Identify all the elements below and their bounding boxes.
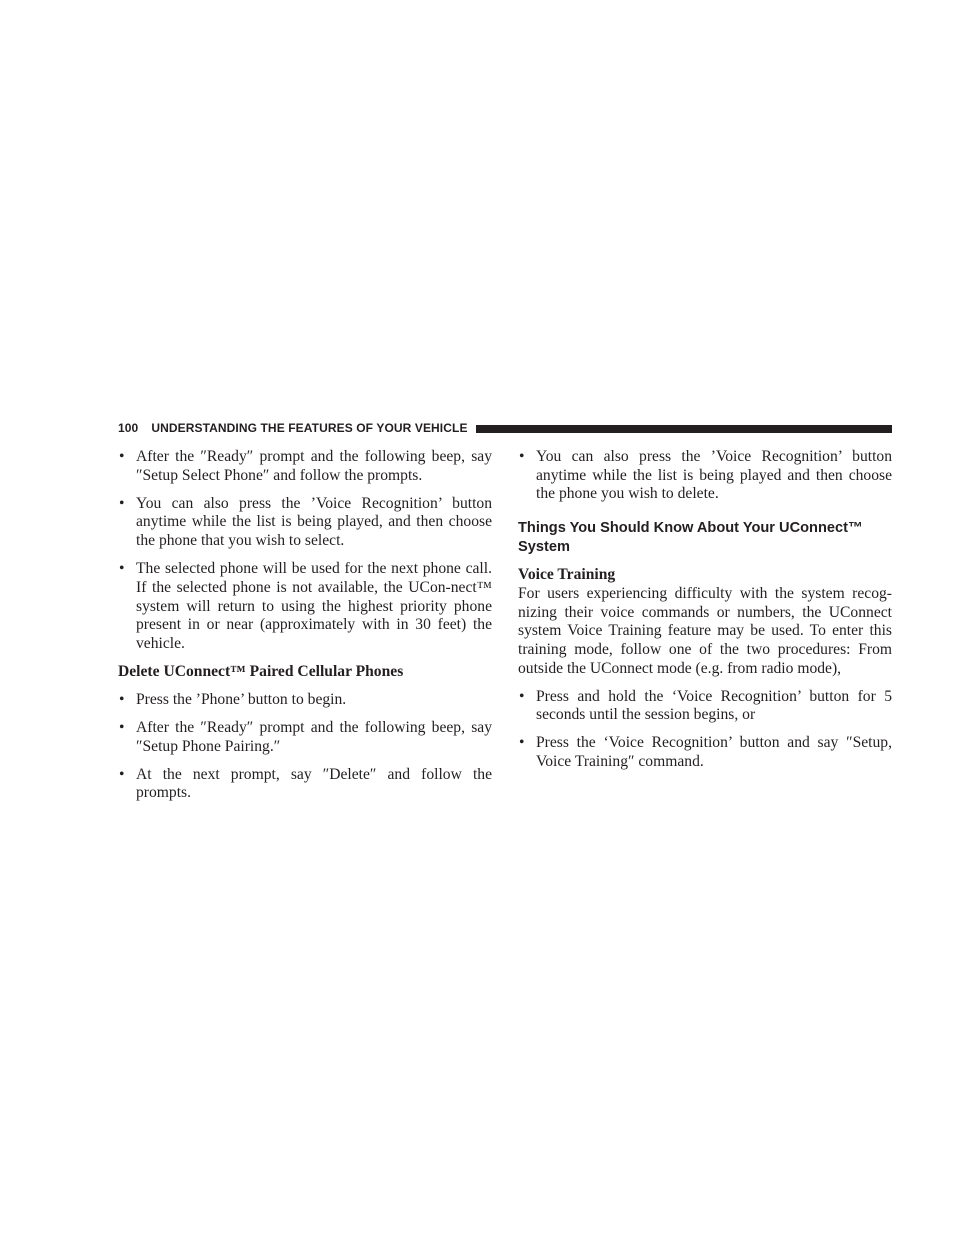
right-column [518,448,892,781]
bullet-icon: • [519,734,525,752]
bullet-icon: • [519,687,525,705]
bullet-icon: • [119,494,125,512]
list-item [118,719,492,756]
bullet-icon: • [119,448,125,465]
list-item [118,691,492,710]
bullet-icon: • [119,690,125,708]
list-item [118,495,492,551]
list-item [118,560,492,654]
list-item [518,734,892,771]
header-rule [476,425,892,433]
left-column [118,448,492,812]
list-item-text: You can also press the ’Voice Recognition’ button anytime while the list is being played and then choose the phone you wish to delete. [536,448,892,503]
list-item-text: The selected phone will be used for the next phone call. If the selected phone is not available, the UCon-nect™ system will return to using the highest priority phone present in or near (approximately with in 30 feet) the vehicle. [136,560,492,652]
list-item [118,448,492,485]
things-to-know-heading: Things You Should Know About Your UConnect™ System [518,520,863,556]
list-item-text: After the ″Ready″ prompt and the following beep, say ″Setup Select Phone″ and follow the prompts. [136,448,492,484]
list-item-text: At the next prompt, say ″Delete″ and follow the prompts. [136,765,492,802]
list-item-text: After the ″Ready″ prompt and the following beep, say ″Setup Phone Pairing.″ [136,718,492,755]
list-item-text: Press the ’Phone’ button to begin. [136,690,347,708]
page-number: 100 [118,421,139,435]
voice-training-heading: Voice Training [518,566,616,584]
section-title: UNDERSTANDING THE FEATURES OF YOUR VEHICLE [151,421,468,435]
list-item [518,688,892,725]
delete-phones-heading: Delete UConnect™ Paired Cellular Phones [118,662,404,680]
bullet-icon: • [119,560,125,578]
list-item-text: Press the ‘Voice Recognition’ button and say ″Setup, Voice Training″ command. [536,734,892,771]
list-item [118,766,492,803]
list-item [518,448,892,504]
bullet-icon: • [119,718,125,736]
list-item-text: You can also press the ’Voice Recognition’ button anytime while the list is being played, and then choose the phone that you wish to select. [136,494,492,550]
page-header [118,419,892,437]
list-item-text: Press and hold the ‘Voice Recognition’ button for 5 seconds until the session begins, or [536,687,892,724]
bullet-icon: • [519,448,525,465]
voice-training-paragraph: For users experiencing difficulty with the system recog-nizing their voice commands or numbers, the UConnect system Voice Training feature may be used. To enter this training mode, follow one of the two procedures: From outside the UConnect mode (e.g. from radio mode), [518,584,892,677]
bullet-icon: • [119,765,125,783]
